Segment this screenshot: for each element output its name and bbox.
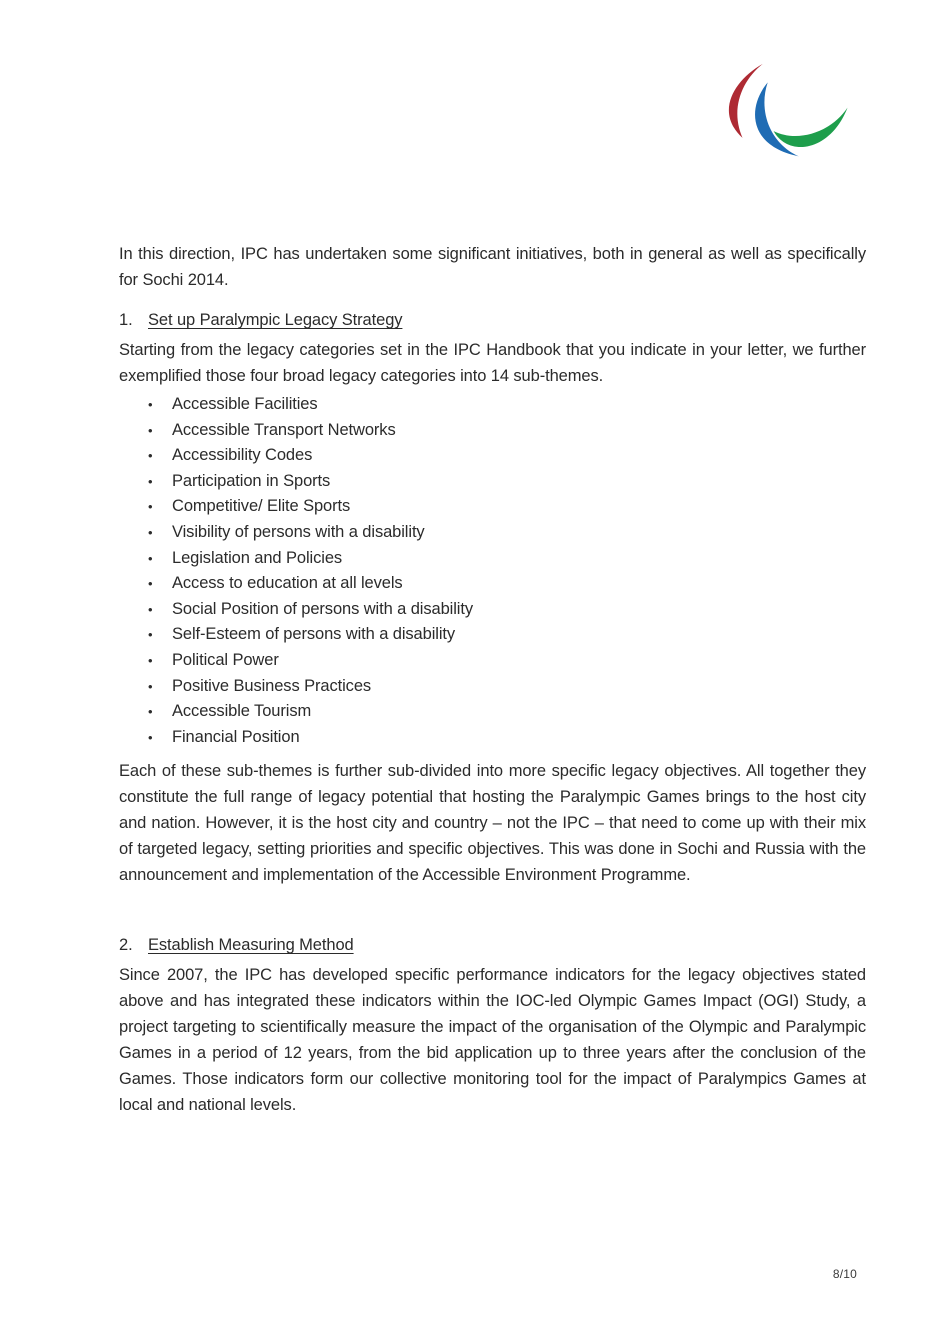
- paralympic-agitos-logo: [698, 52, 866, 180]
- list-item-label: Social Position of persons with a disability: [172, 599, 474, 618]
- list-item-label: Financial Position: [172, 727, 300, 746]
- list-item-label: Positive Business Practices: [172, 676, 372, 695]
- section-2-title: Establish Measuring Method: [148, 936, 354, 955]
- intro-paragraph: In this direction, IPC has undertaken some significant initiatives, both in general as well as specifically for Sochi 2014.: [119, 245, 866, 289]
- list-item: [119, 622, 866, 648]
- list-item: [119, 597, 866, 623]
- list-item-label: Political Power: [172, 650, 279, 669]
- section-2-body-paragraph: Since 2007, the IPC has developed specific performance indicators for the legacy objectives stated above and has integrated these indicators within the IOC-led Olympic Games Impact (OGI) Study, a project targeting to scientifically measure the impact of the organisation of the Olympic and Paralympic Games in a period of 12 years, from the bid application up to three years after the conclusion of the Games. Those indicators form our collective monitoring tool for the impact of Paralympics Games at local and national levels.: [119, 966, 866, 1115]
- list-item: [119, 674, 866, 700]
- list-item: [119, 520, 866, 546]
- page-number: 8/10: [832, 1267, 857, 1281]
- section-2-number: 2.: [119, 936, 133, 955]
- list-item: [119, 546, 866, 572]
- bullet-icon: •: [148, 473, 153, 489]
- list-item: [119, 725, 866, 751]
- list-item-label: Accessibility Codes: [172, 446, 313, 465]
- agito-green-icon: [774, 108, 848, 147]
- agitos-icon: [698, 52, 866, 180]
- list-item: [119, 494, 866, 520]
- section-1-intro-paragraph: Starting from the legacy categories set in the IPC Handbook that you indicate in your letter, we further exemplified those four broad legacy categories into 14 sub-themes.: [119, 341, 866, 385]
- section-1-title: Set up Paralympic Legacy Strategy: [148, 311, 403, 329]
- list-item-label: Access to education at all levels: [172, 574, 403, 593]
- list-item-label: Accessible Transport Networks: [172, 420, 396, 439]
- list-item: [119, 443, 866, 469]
- list-item: [119, 469, 866, 495]
- bullet-icon: •: [148, 678, 153, 694]
- list-item: [119, 699, 866, 725]
- section-1-heading: [119, 307, 866, 333]
- list-item: [119, 418, 866, 444]
- subthemes-list: [119, 392, 866, 750]
- list-item: [119, 571, 866, 597]
- bullet-icon: •: [148, 576, 153, 592]
- list-item-label: Participation in Sports: [172, 471, 331, 490]
- section-2-heading: [119, 932, 866, 958]
- list-item-label: Visibility of persons with a disability: [172, 522, 425, 541]
- bullet-icon: •: [148, 627, 153, 643]
- section-1-body-paragraph: Each of these sub-themes is further sub-divided into more specific legacy objectives. All together they constitute the full range of legacy potential that hosting the Paralympic Games brings to the host city and nation. However, it is the host city and country – not the IPC – that need to come up with their mix of targeted legacy, setting priorities and specific objectives. This was done in Sochi and Russia with the announcement and implementation of the Accessible Environment Programme.: [119, 762, 866, 885]
- bullet-icon: •: [148, 704, 153, 720]
- bullet-icon: •: [148, 524, 153, 540]
- bullet-icon: •: [148, 550, 153, 566]
- bullet-icon: •: [148, 499, 153, 515]
- list-item-label: Accessible Facilities: [172, 395, 318, 413]
- list-item-label: Self-Esteem of persons with a disability: [172, 625, 456, 644]
- letter-body: [119, 241, 866, 1118]
- bullet-icon: •: [148, 397, 153, 412]
- list-item: [119, 392, 866, 418]
- list-item: [119, 648, 866, 674]
- section-1-number: 1.: [119, 311, 133, 329]
- bullet-icon: •: [148, 652, 153, 668]
- list-item-label: Accessible Tourism: [172, 702, 312, 721]
- bullet-icon: •: [148, 729, 153, 745]
- list-item-label: Competitive/ Elite Sports: [172, 497, 351, 516]
- bullet-icon: •: [148, 422, 153, 438]
- list-item-label: Legislation and Policies: [172, 548, 343, 567]
- bullet-icon: •: [148, 448, 153, 464]
- bullet-icon: •: [148, 601, 153, 617]
